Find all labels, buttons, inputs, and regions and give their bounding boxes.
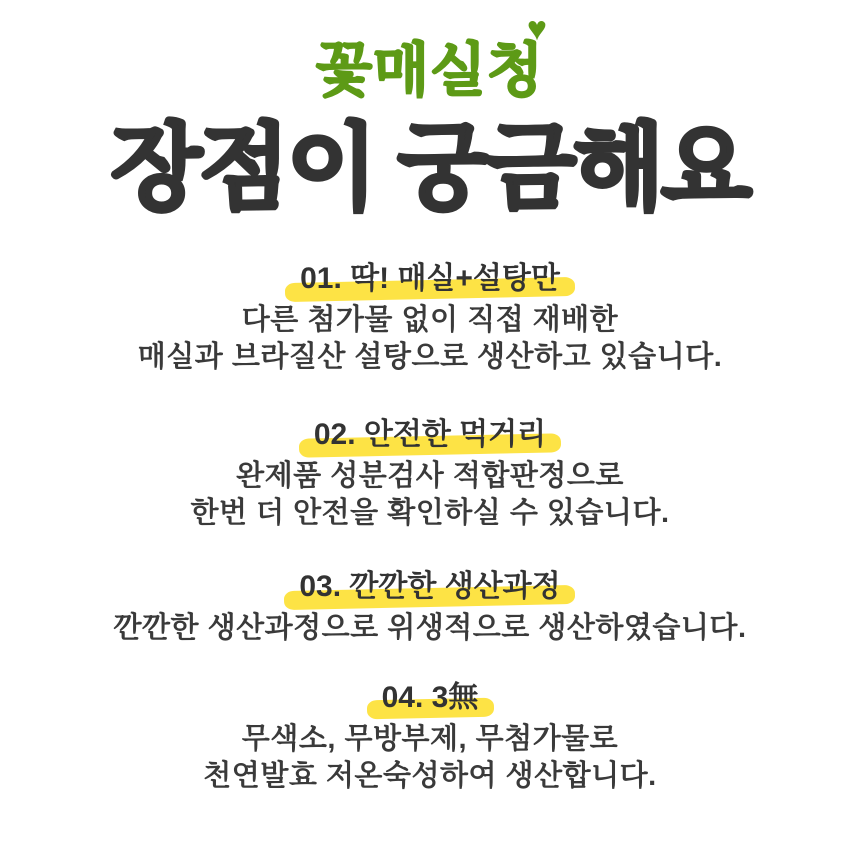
section-body [0,721,860,795]
section-strict-process [0,570,860,647]
section-heading-text: 02. 안전한 먹거리 [313,418,547,451]
section-body [0,610,860,647]
section-heading [314,418,546,452]
brand-title-text: 꽃매실청 [315,38,545,103]
body-line: 한번 더 안전을 확인하실 수 있습니다. [190,497,670,529]
section-three-free [0,681,860,795]
section-heading-text: 01. 딱! 매실+설탕만 [300,262,560,295]
section-body [0,458,860,532]
section-safe-food [0,418,860,532]
page-title: 장점이 궁금해요 [111,115,749,220]
heart-icon: ♥ [526,10,549,48]
body-line: 매실과 브라질산 설탕으로 생산하고 있습니다. [137,341,723,373]
brand-title [315,10,549,104]
section-plum-sugar-only [0,262,860,376]
body-line: 다른 첨가물 없이 직접 재배한 [241,304,619,336]
brand-row [0,10,860,104]
section-heading-text: 03. 깐깐한 생산과정 [299,570,561,603]
section-heading [382,681,479,715]
body-line: 깐깐한 생산과정으로 위생적으로 생산하였습니다. [113,612,747,644]
body-line: 완제품 성분검사 적합판정으로 [236,460,624,492]
section-heading-text: 04. 3無 [381,681,479,714]
section-body [0,302,860,376]
body-line: 천연발효 저온숙성하여 생산합니다. [203,760,657,792]
section-heading [299,570,560,604]
section-heading [300,262,560,296]
body-line: 무색소, 무방부제, 무첨가물로 [241,723,619,755]
